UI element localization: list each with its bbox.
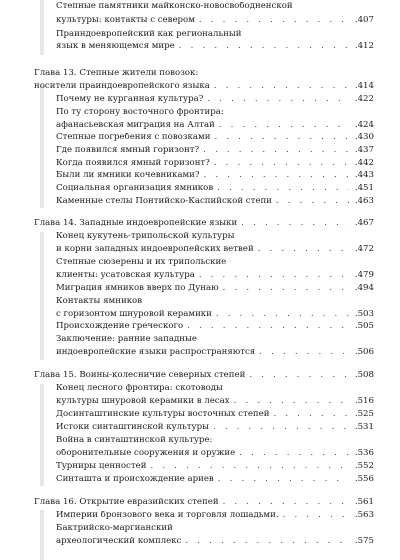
toc-entry-text: Происхождение греческого xyxy=(56,322,184,331)
toc-page-number: .525 xyxy=(354,410,374,419)
toc-entry-text: Турниры ценностей xyxy=(56,462,147,471)
toc-entry xyxy=(56,297,374,311)
toc-page-number: .437 xyxy=(354,146,374,155)
toc-page-number: .575 xyxy=(354,537,374,546)
toc-page-number: .531 xyxy=(354,423,374,432)
leader-dots xyxy=(223,498,349,507)
leader-dots xyxy=(239,449,349,458)
toc-entry-text: Миграция ямников вверх по Дунаю xyxy=(56,284,219,293)
toc-page-number: .472 xyxy=(354,245,374,254)
leader-dots xyxy=(276,197,349,206)
toc-page-number: .463 xyxy=(354,197,374,206)
leader-dots xyxy=(234,397,349,406)
leader-dots xyxy=(203,146,349,155)
toc-entry-text: Истоки синташтинской культуры xyxy=(56,423,209,432)
toc-page-number: .479 xyxy=(354,271,374,280)
toc-entry xyxy=(56,397,374,411)
leader-dots xyxy=(273,410,349,419)
toc-entry xyxy=(56,42,374,56)
toc-entry xyxy=(56,423,374,437)
chapter-title-text: Глава 15. Воины-колесничие северных степей xyxy=(34,371,246,380)
toc-entry-text: оборонительные сооружения и оружие xyxy=(56,449,236,458)
toc-entry xyxy=(56,95,374,109)
leader-dots xyxy=(185,537,349,546)
toc-entry-text: и корни западных индоевропейских ветвей xyxy=(56,245,254,254)
toc-page-number: .503 xyxy=(354,310,374,319)
toc-page-number: .422 xyxy=(354,95,374,104)
leader-dots xyxy=(219,121,349,130)
toc-page-number: .552 xyxy=(354,462,374,471)
leader-dots xyxy=(214,82,349,91)
leader-dots xyxy=(283,511,349,520)
toc-entry xyxy=(56,449,374,463)
toc-page-number: .556 xyxy=(354,475,374,484)
toc-page-number: .561 xyxy=(354,498,374,507)
toc-entry xyxy=(56,108,374,122)
toc-entry-text: археологический комплекс xyxy=(56,537,182,546)
leader-dots xyxy=(204,171,349,180)
toc-entry-text: Конец кукутень-трипольской культуры xyxy=(56,232,235,241)
toc-page-number: .424 xyxy=(354,121,374,130)
toc-entry xyxy=(56,475,374,489)
toc-entry-text: индоевропейские языки распространяются xyxy=(56,348,256,357)
toc-entry-text: клиенты: усатовская культура xyxy=(56,271,195,280)
leader-dots xyxy=(199,271,349,280)
toc-entry-text: Степные памятники майконско-новосвободненской xyxy=(56,2,293,11)
leader-dots xyxy=(249,371,349,380)
toc-entry xyxy=(56,524,374,538)
toc-entry xyxy=(56,271,374,285)
toc-entry-text: Заключение: ранние западные xyxy=(56,335,197,344)
leader-dots xyxy=(241,219,349,228)
toc-entry xyxy=(56,184,374,198)
leader-dots xyxy=(217,184,349,193)
leader-dots xyxy=(187,322,349,331)
toc-entry xyxy=(56,16,374,30)
toc-page-number: .443 xyxy=(354,171,374,180)
leader-dots xyxy=(199,16,349,25)
margin-bar xyxy=(40,384,44,486)
toc-entry-text: культуры шнуровой керамики в лесах xyxy=(56,397,230,406)
toc-entry xyxy=(56,462,374,476)
toc-entry xyxy=(56,322,374,336)
toc-entry-text: Империи бронзового века и торговля лошадьми. xyxy=(56,511,279,520)
leader-dots xyxy=(216,310,349,319)
chapter-title-text: Глава 13. Степные жители повозок: xyxy=(34,69,199,78)
toc-entry-text: Контакты ямников xyxy=(56,297,143,306)
toc-page-number: .536 xyxy=(354,449,374,458)
margin-bar xyxy=(40,0,44,55)
leader-dots xyxy=(258,245,349,254)
chapter-title-text: Глава 16. Открытие евразийских степей xyxy=(34,498,219,507)
toc-entry-text: Были ли ямники кочевниками? xyxy=(56,171,200,180)
toc-entry-text: Конец лесного фронтира: скотоводы xyxy=(56,384,223,393)
leader-dots xyxy=(214,159,349,168)
chapter-title xyxy=(34,371,374,385)
toc-entry-text: Досинташтинские культуры восточных степей xyxy=(56,410,270,419)
leader-dots xyxy=(259,348,349,357)
toc-entry-text: Почему не курганная культура? xyxy=(56,95,204,104)
toc-entry-text: Праиндоевропейский как региональный xyxy=(56,30,242,39)
toc-entry-text: Каменные стелы Понтийско-Каспийской степи xyxy=(56,197,272,206)
toc-entry-text: Синташта и происхождение ариев xyxy=(56,475,214,484)
leader-dots xyxy=(179,42,349,51)
toc-page-number: .508 xyxy=(354,371,374,380)
toc-page-number: .505 xyxy=(354,322,374,331)
toc-page-number: .442 xyxy=(354,159,374,168)
toc-entry xyxy=(56,348,374,362)
toc-page-number: .412 xyxy=(354,42,374,51)
leader-dots xyxy=(214,133,349,142)
toc-entry-text: По ту сторону восточного фронтира: xyxy=(56,108,224,117)
toc-entry xyxy=(56,537,374,551)
toc-entry xyxy=(56,146,374,160)
toc-page-number: .563 xyxy=(354,511,374,520)
toc-entry-text: Степные сюзерены и их трипольские xyxy=(56,258,227,267)
toc-entry-text: культуры: контакты с севером xyxy=(56,16,195,25)
toc-entry-text: Когда появился ямный горизонт? xyxy=(56,159,210,168)
toc-entry xyxy=(56,335,374,349)
margin-bar xyxy=(40,86,44,208)
toc-entry xyxy=(56,171,374,185)
toc-page-number: .467 xyxy=(354,219,374,228)
chapter-title-text: носители праиндоевропейского языка xyxy=(34,82,210,91)
toc-entry-text: Степные погребения с повозками xyxy=(56,133,211,142)
margin-bar xyxy=(40,510,44,560)
toc-entry xyxy=(56,133,374,147)
leader-dots xyxy=(150,462,349,471)
toc-entry xyxy=(56,232,374,246)
toc-entry xyxy=(56,511,374,525)
toc-entry-text: язык в меняющемся мире xyxy=(56,42,175,51)
toc-page-number: .506 xyxy=(354,348,374,357)
toc-entry-text: афанасьевская миграция на Алтай xyxy=(56,121,215,130)
chapter-title xyxy=(34,82,374,96)
chapter-title xyxy=(34,69,374,83)
toc-page-number: .430 xyxy=(354,133,374,142)
toc-page-number: .494 xyxy=(354,284,374,293)
toc-entry xyxy=(56,258,374,272)
toc-entry-text: Война в синташтинской культуре: xyxy=(56,436,213,445)
leader-dots xyxy=(213,423,349,432)
toc-page-number: .407 xyxy=(354,16,374,25)
toc-entry-text: Бактрийско-маргианский xyxy=(56,524,173,533)
toc-page-number: .451 xyxy=(354,184,374,193)
toc-entry xyxy=(56,410,374,424)
toc-entry-text: Социальная организация ямников xyxy=(56,184,214,193)
leader-dots xyxy=(223,284,349,293)
toc-page-number: .516 xyxy=(354,397,374,406)
chapter-title xyxy=(34,498,374,512)
leader-dots xyxy=(218,475,349,484)
chapter-title-text: Глава 14. Западные индоевропейские языки xyxy=(34,219,238,228)
toc-entry xyxy=(56,384,374,398)
toc-entry xyxy=(56,197,374,211)
toc-entry xyxy=(56,2,374,16)
toc-entry xyxy=(56,245,374,259)
toc-entry-text: с горизонтом шнуровой керамики xyxy=(56,310,212,319)
margin-bar xyxy=(40,232,44,360)
toc-page-number: .414 xyxy=(354,82,374,91)
leader-dots xyxy=(207,95,349,104)
toc-entry xyxy=(56,284,374,298)
toc-entry-text: Где появился ямный горизонт? xyxy=(56,146,200,155)
chapter-title xyxy=(34,219,374,233)
toc-entry xyxy=(56,436,374,450)
